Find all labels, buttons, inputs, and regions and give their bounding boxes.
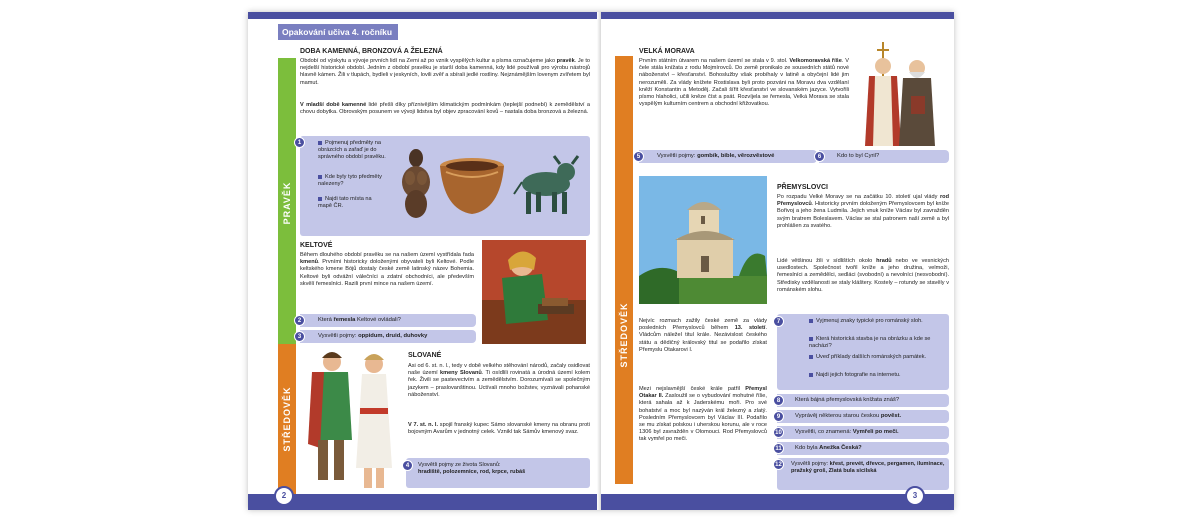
paragraph: Asi od 6. st. n. l., tedy v době velkého stěhování národů, začaly osidlovat naše území kmeny Slovanů. Ti osídlili rovinatá a úrodná území kolem řek. Živili se pastevectvím a zemědělstvím. Dorozumívali se společným jazykem – praslovanštinou. Uctívali mnoho božstev, vyznávali pohanské náboženství.	[408, 363, 590, 398]
task-number: 11	[773, 443, 784, 454]
side-tab-pravek-label: PRAVĚK	[282, 181, 292, 225]
paragraph: Nejvíc rozmach zažily české země za vlády posledních Přemyslovců během 13. století. Vládcům náležel titul krále. Nezávislost českého státu a dědičný královský titul se podařilo získat Přemyslu Otakarovi I.	[639, 318, 767, 353]
top-bar	[601, 12, 954, 19]
side-tab-pravek	[278, 58, 296, 348]
left-page	[248, 12, 600, 510]
paragraph: V mladší době kamenné lidé přešli díky příznivějším klimatickým podmínkám (teplejší podnebí) k zemědělství a chovu dobytka. Obrovským posunem ve vývoji lidstva byl objev zpracování kovů – nastala doba bronzová a železná.	[300, 102, 590, 116]
paragraph: Po rozpadu Velké Moravy se na začátku 10. století ujal vlády rod Přemyslovců. Historicky prvním doloženým Přemyslovcem byl kníže Bořivoj a jeho žena Ludmila. Jejich vnuk kníže Václav byl zavražděn svým bratrem Boleslavem. Václav se stal patronem naší země a byl prohlášen za svatého.	[777, 194, 949, 229]
question-text: Vysvětli pojmy ze života Slovanů: hradiště, polozemnice, rod, krpce, rubáš	[418, 462, 526, 475]
section-title: VELKÁ MORAVA	[639, 48, 695, 55]
task-number: 5	[633, 151, 644, 162]
task-number: 2	[294, 315, 305, 326]
paragraph: Období od výskytu a vývoje prvních lidí na Zemi až po vznik vyspělých kultur a písma označujeme jako pravěk. Je to nejdelší historické období. Jedním z období pravěku je starší doba kamenná, kdy lidé používali pro výrobu nástrojů hlavně kámen. Žili v tlupách, bydleli v jeskyních, lovili zvěř a sbírali jedlé rostliny. Nejznámějším lovenym zvířetem byl mamut.	[300, 58, 590, 86]
task-text: Uveď příklady dalších románských památek.	[809, 354, 945, 361]
task-text: Vyjmenuj znaky typické pro románský sloh.	[809, 318, 945, 325]
paragraph: Lidé většinou žili v sídlištích okolo hradů nebo ve vesnických usedlostech. Společnost tvořil kníže a jeho družina, velmoži, řemeslníci a zemědělci, sedláci (svobodní) a nevolníci (nesvobodní). Středisky vzdělanosti se staly kláštery. Kostely – rotundy se stavěly v románském slohu.	[777, 258, 949, 293]
paragraph: Během dlouhého období pravěku se na našem území vystřídala řada kmenů. Prvními historicky doloženými obyvateli byli Keltové. Podle keltského kmene Bójů dostaly české země latinský název Bohemia. Keltové byli odvážní válečníci a zdatní obchodníci, ale především skvělí řemeslníci. Razili první mince na našem území.	[300, 252, 474, 287]
question-box: Kdo byla Anežka Česká?	[777, 442, 949, 455]
bronze-cauldron-image	[436, 152, 508, 220]
right-page	[601, 12, 954, 510]
top-bar	[248, 12, 600, 19]
task-text: Která historická stavba je na obrázku a kde se nachází?	[809, 336, 931, 349]
question-box: Která bájná přemyslovská knížata znáš?	[777, 394, 949, 407]
bronze-bull-image	[510, 154, 582, 220]
celtic-craftsman-image	[482, 240, 586, 344]
task-text: Kde byly tyto předměty nalezeny?	[318, 174, 382, 187]
question-box: Vysvětli pojmy: oppidum, druid, duhovky	[300, 330, 476, 343]
task-text: Pojmenuj předměty na obrázcích a zařaď je do správného období pravěku.	[318, 140, 386, 160]
task-number: 9	[773, 411, 784, 422]
task-number: 8	[773, 395, 784, 406]
task-number: 7	[773, 316, 784, 327]
paragraph: Prvním státním útvarem na našem území se stala v 9. stol. Velkomoravská říše. V čele stála knížata z rodu Mojmírovců. Do země pronikalo ze sousedních států nové náboženství – křesťanství. Bohoslužby však probíhaly v latině a obyčejní lidé jim nerozuměli. Za vlády knížete Rostislava byli proto pozváni na Moravu dva vzdělaní kněží Konstantin a Metoděj. Začali šířit křesťanství ve slovanském jazyce. Vytvořili písmo hlaholici, učili kněze číst a psát. Rozvíjela se řemesla, Velká Morava se stala vyspělým kulturním centrem a obchodní křižovatkou.	[639, 58, 849, 108]
rotunda-photo	[639, 176, 767, 304]
slavs-illustration	[304, 348, 400, 494]
paragraph: Mezi nejslavnější české krále patřil Přemysl Otakar II. Zasloužil se o vybudování mohutné říše, která sahala až k Jaderskému moři. Pro své bohatství a moc byl nazýván král železný a zlatý. Posledním Přemyslovcem byl Václav III. Podařilo se mu získat polskou i uherskou korunu, ale v roce 1306 byl zavražděn v Olomouci. Rod Přemyslovců tak vymřel po meči.	[639, 386, 767, 443]
task-number: 4	[402, 460, 413, 471]
side-tab-stredovek-right-label: STŘEDOVĚK	[619, 302, 629, 368]
bottom-bar	[248, 494, 600, 510]
side-tab-stredovek	[278, 344, 296, 494]
page-number: 2	[274, 486, 294, 506]
task-number: 1	[294, 137, 305, 148]
question-box: Vysvětli pojmy: gombík, bible, věrozvěstové	[639, 150, 817, 163]
venus-figurine-image	[396, 148, 436, 226]
bottom-bar	[601, 494, 954, 510]
section-title: PŘEMYSLOVCI	[777, 184, 828, 191]
side-tab-stredovek-label: STŘEDOVĚK	[282, 386, 292, 452]
task-number: 12	[773, 459, 784, 470]
side-tab-stredovek-right-page-tab-visible	[615, 186, 633, 484]
saints-cyril-methodius-image	[847, 40, 945, 150]
task-number: 10	[773, 427, 784, 438]
page-number: 3	[905, 486, 925, 506]
paragraph: V 7. st. n. l. spojil franský kupec Sámo slovanské kmeny na obranu proti bojovným Avarům v jednotný celek. Vznikl tak Sámův kmenový svaz.	[408, 422, 590, 436]
question-box: Vysvětli, co znamená: Vymřeli po meči.	[777, 426, 949, 439]
side-tab-top-right	[615, 56, 633, 186]
task-text: Najdi tato místa na mapě ČR.	[318, 196, 372, 209]
textbook-spread	[248, 12, 954, 510]
section-title: SLOVANÉ	[408, 352, 442, 359]
section-title: DOBA KAMENNÁ, BRONZOVÁ A ŽELEZNÁ	[300, 48, 443, 55]
question-box: Vyprávěj některou starou českou pověst.	[777, 410, 949, 423]
task-text: Najdi jejich fotografie na internetu.	[809, 372, 945, 379]
question-box: Kdo to byl Cyril?	[819, 150, 949, 163]
question-text: Vysvětli pojmy: křest, prevét, dřevce, pergamen, iluminace, pražský groš, Zlatá bula sicilská	[791, 461, 945, 474]
section-title: KELTOVÉ	[300, 242, 333, 249]
task-number: 6	[814, 151, 825, 162]
question-box: Která řemesla Keltové ovládali?	[300, 314, 476, 327]
task-number: 3	[294, 331, 305, 342]
chapter-header: Opakování učiva 4. ročníku	[278, 24, 398, 40]
